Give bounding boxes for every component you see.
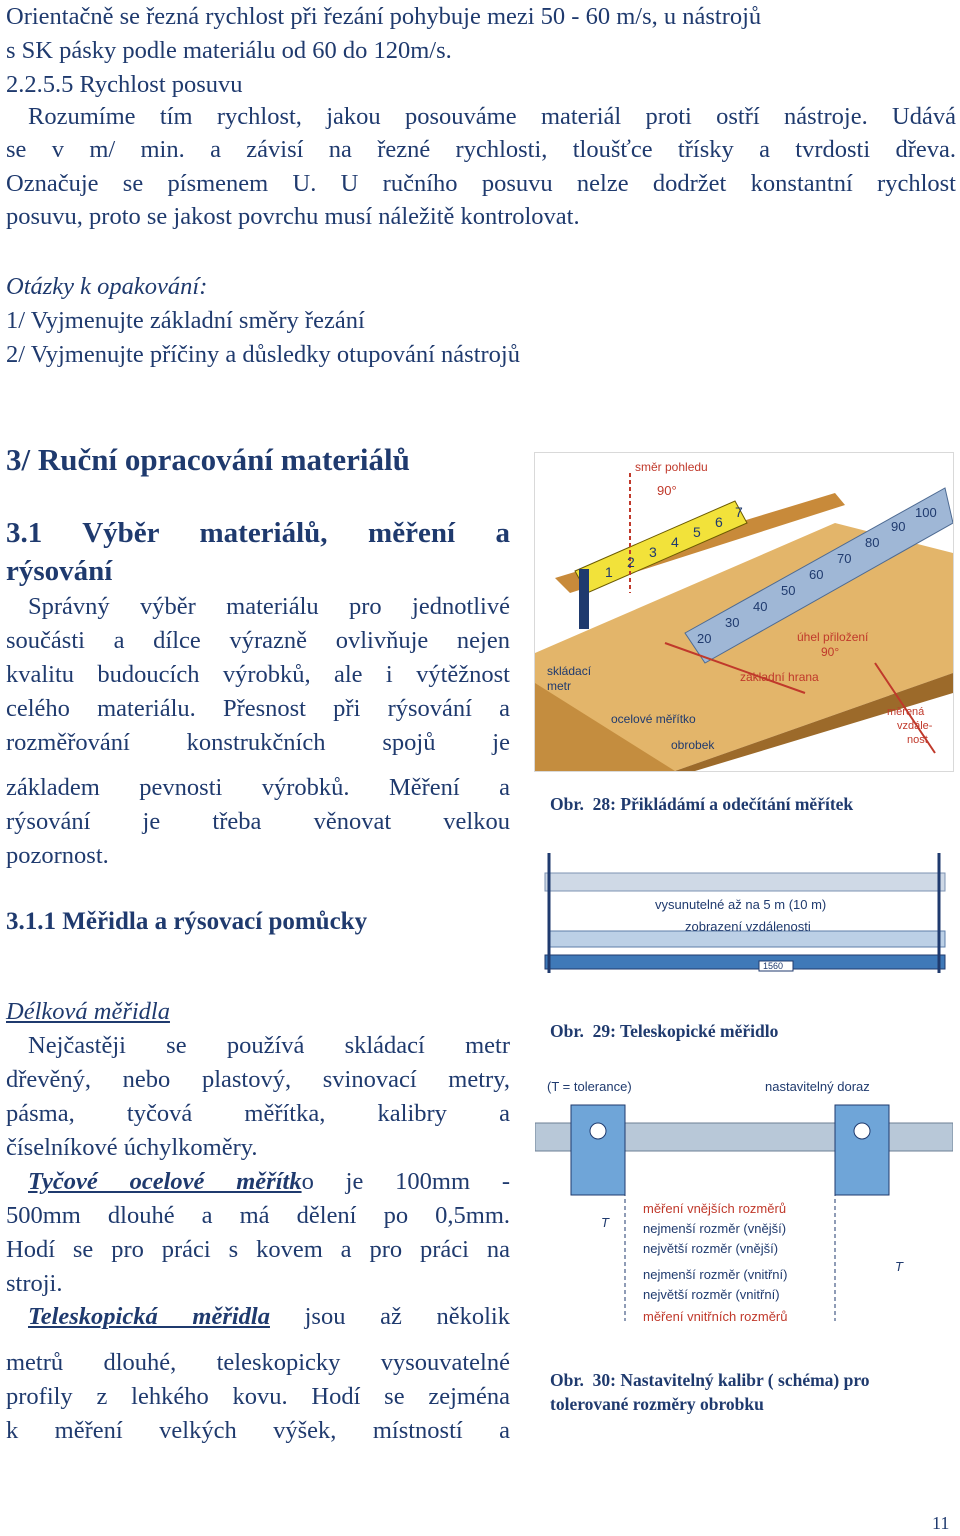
feed-rate-line-2: se v m/ min. a závisí na řezné rychlosti, tloušťce třísky a tvrdosti dřeva.: [6, 136, 956, 163]
folding-number-6: 6: [715, 514, 723, 530]
ruler-number-30: 30: [725, 615, 740, 630]
steel-ruler-line-2: 500mm dlouhé a má dělení po 0,5mm.: [6, 1202, 510, 1229]
label-steel-ruler: ocelové měřítko: [611, 712, 696, 726]
feed-rate-line-3: Označuje se písmenem U. U ručního posuvu nelze dodržet konstantní rychlost: [6, 170, 956, 197]
ruler-number-60: 60: [809, 567, 824, 582]
label-view-direction: směr pohledu: [635, 460, 708, 474]
figure-28-svg: [535, 453, 953, 771]
telescopic-upper-rail: [545, 873, 945, 891]
top-line-2: s SK pásky podle materiálu od 60 do 120m/s.: [6, 37, 452, 64]
question-1: 1/ Vyjmenujte základní směry řezání: [6, 307, 365, 334]
label-folding-rule: skládací: [547, 664, 592, 678]
page-number: 11: [932, 1513, 950, 1533]
figure-30-caption-text-1: 30: Nastavitelný kalibr ( schéma) pro: [592, 1370, 870, 1390]
folding-number-7: 7: [735, 504, 743, 520]
figure-28-ruler-illustration: [534, 452, 954, 772]
ruler-number-50: 50: [781, 583, 796, 598]
calibre-left-screw: [590, 1123, 606, 1139]
label-distance: vzdále-: [897, 720, 933, 732]
subsubsection-title: 3.1.1 Měřidla a rýsovací pomůcky: [6, 908, 368, 935]
folding-number-1: 1: [605, 564, 613, 580]
label-min-inner: nejmenší rozměr (vnitřní): [643, 1267, 788, 1282]
measures-title: Délková měřidla: [6, 998, 170, 1025]
calibre-right-screw: [854, 1123, 870, 1139]
folding-number-4: 4: [671, 534, 679, 550]
folding-number-2: 2: [627, 554, 635, 570]
telescopic-line-2: metrů dlouhé, teleskopicky vysouvatelné: [6, 1349, 510, 1376]
chapter-body-line-4: celého materiálu. Přesnost při rýsování a: [6, 695, 510, 722]
chapter-body-line-2: součásti a dílce výrazně ovlivňuje nejen: [6, 627, 510, 654]
figure-30-svg: [535, 1071, 953, 1341]
label-max-outer: největší rozměr (vnější): [643, 1241, 779, 1256]
label-base-edge: základní hrana: [740, 670, 819, 684]
label-display-distance: zobrazení vzdálenosti: [685, 919, 811, 934]
telescopic-profile: [545, 955, 945, 969]
chapter-body-line-6: základem pevnosti výrobků. Měření a: [6, 774, 510, 801]
telescopic-line-3: profily z lehkého kovu. Hodí se zejména: [6, 1383, 510, 1410]
label-adjustable-stop: nastavitelný doraz: [765, 1079, 870, 1094]
label-inner-measure: měření vnitřních rozměrů: [643, 1309, 788, 1324]
figure-28-caption-label: Obr.: [550, 794, 584, 814]
measures-line-3: pásma, tyčová měřítka, kalibry a: [6, 1100, 510, 1127]
telescopic-term: Teleskopická měřidla: [28, 1303, 270, 1330]
steel-ruler-line-4: stroji.: [6, 1270, 63, 1297]
steel-ruler-term: Tyčové ocelové měřítk: [28, 1168, 302, 1195]
figure-29-telescopic-gauge: [534, 842, 954, 984]
figure-30-caption-label: Obr.: [550, 1370, 584, 1390]
top-line-1: Orientačně se řezná rychlost při řezání pohybuje mezi 50 - 60 m/s, u nástrojů: [6, 3, 762, 30]
label-placement-angle: úhel přiložení: [797, 630, 869, 644]
measures-line-1: Nejčastěji se používá skládací metr: [28, 1032, 510, 1059]
figure-28-caption: [550, 792, 853, 816]
label-distance-2: nost: [907, 734, 928, 746]
label-t-right: T: [895, 1259, 903, 1274]
figure-30-caption-line-1: [550, 1368, 870, 1392]
question-2: 2/ Vyjmenujte příčiny a důsledky otupování nástrojů: [6, 341, 520, 368]
label-angle-90: 90°: [657, 483, 677, 498]
questions-title: Otázky k opakování:: [6, 273, 208, 300]
label-t-left: T: [601, 1215, 609, 1230]
label-measured: měřená: [887, 706, 925, 718]
label-outer-measure: měření vnějších rozměrů: [643, 1201, 787, 1216]
chapter-body-line-5: rozměřování konstrukčních spojů je: [6, 729, 510, 756]
telescopic-readout: 1560: [763, 961, 784, 971]
chapter-body-line-7: rýsování je třeba věnovat velkou: [6, 808, 510, 835]
calibre-left-jaw: [571, 1105, 625, 1195]
figure-29-svg: [535, 843, 953, 983]
label-placement-angle-2: 90°: [821, 645, 840, 659]
chapter-title: 3/ Ruční opracování materiálů: [6, 442, 410, 477]
measures-line-4: číselníkové úchylkoměry.: [6, 1134, 258, 1161]
telescopic-line-1: [28, 1300, 510, 1334]
label-max-inner: největší rozměr (vnitřní): [643, 1287, 780, 1302]
section-title-feed-rate: 2.2.5.5 Rychlost posuvu: [6, 71, 243, 98]
figure-29-caption-text: 29: Teleskopické měřidlo: [592, 1021, 779, 1041]
figure-30-caption-line-2: tolerované rozměry obrobku: [550, 1394, 764, 1414]
figure-29-caption: [550, 1019, 778, 1043]
telescopic-line-4: k měření velkých výšek, místností a: [6, 1417, 510, 1444]
folding-number-3: 3: [649, 544, 657, 560]
label-tolerance: (T = tolerance): [547, 1079, 632, 1094]
figure-28-caption-text: 28: Přikládámí a odečítání měřítek: [592, 794, 854, 814]
chapter-body-line-8: pozornost.: [6, 842, 109, 869]
chapter-body-line-3: kvalitu budoucích výrobků, ale i výtěžnost: [6, 661, 510, 688]
feed-rate-line-1: Rozumíme tím rychlost, jakou posouváme materiál proti ostří nástroje. Udává: [28, 103, 956, 130]
ruler-number-40: 40: [753, 599, 768, 614]
steel-ruler-line-3: Hodí se pro práci s kovem a pro práci na: [6, 1236, 510, 1263]
subsection-title-line-2: rýsování: [6, 555, 113, 587]
ruler-number-100: 100: [915, 505, 937, 520]
figure-30-adjustable-calibre: [534, 1070, 954, 1342]
folding-rule-hinge: [579, 569, 589, 629]
label-min-outer: nejmenší rozměr (vnější): [643, 1221, 787, 1236]
label-workpiece: obrobek: [671, 738, 715, 752]
ruler-number-70: 70: [837, 551, 852, 566]
ruler-number-80: 80: [865, 535, 880, 550]
figure-29-caption-label: Obr.: [550, 1021, 584, 1041]
chapter-body-line-1: Správný výběr materiálu pro jednotlivé: [28, 593, 510, 620]
feed-rate-line-4: posuvu, proto se jakost povrchu musí náležitě kontrolovat.: [6, 203, 580, 230]
ruler-number-20: 20: [697, 631, 712, 646]
label-extendable: vysunutelné až na 5 m (10 m): [655, 897, 827, 912]
label-folding-rule-2: metr: [547, 679, 571, 693]
calibre-right-jaw: [835, 1105, 889, 1195]
measures-line-2: dřevěný, nebo plastový, svinovací metry,: [6, 1066, 510, 1093]
ruler-number-90: 90: [891, 519, 906, 534]
steel-ruler-rest: o je 100mm -: [301, 1168, 510, 1195]
steel-ruler-line-1: [28, 1165, 510, 1199]
subsection-title-line-1: 3.1 Výběr materiálů, měření a: [6, 517, 510, 549]
telescopic-rest: jsou až několik: [269, 1303, 510, 1330]
folding-number-5: 5: [693, 524, 701, 540]
